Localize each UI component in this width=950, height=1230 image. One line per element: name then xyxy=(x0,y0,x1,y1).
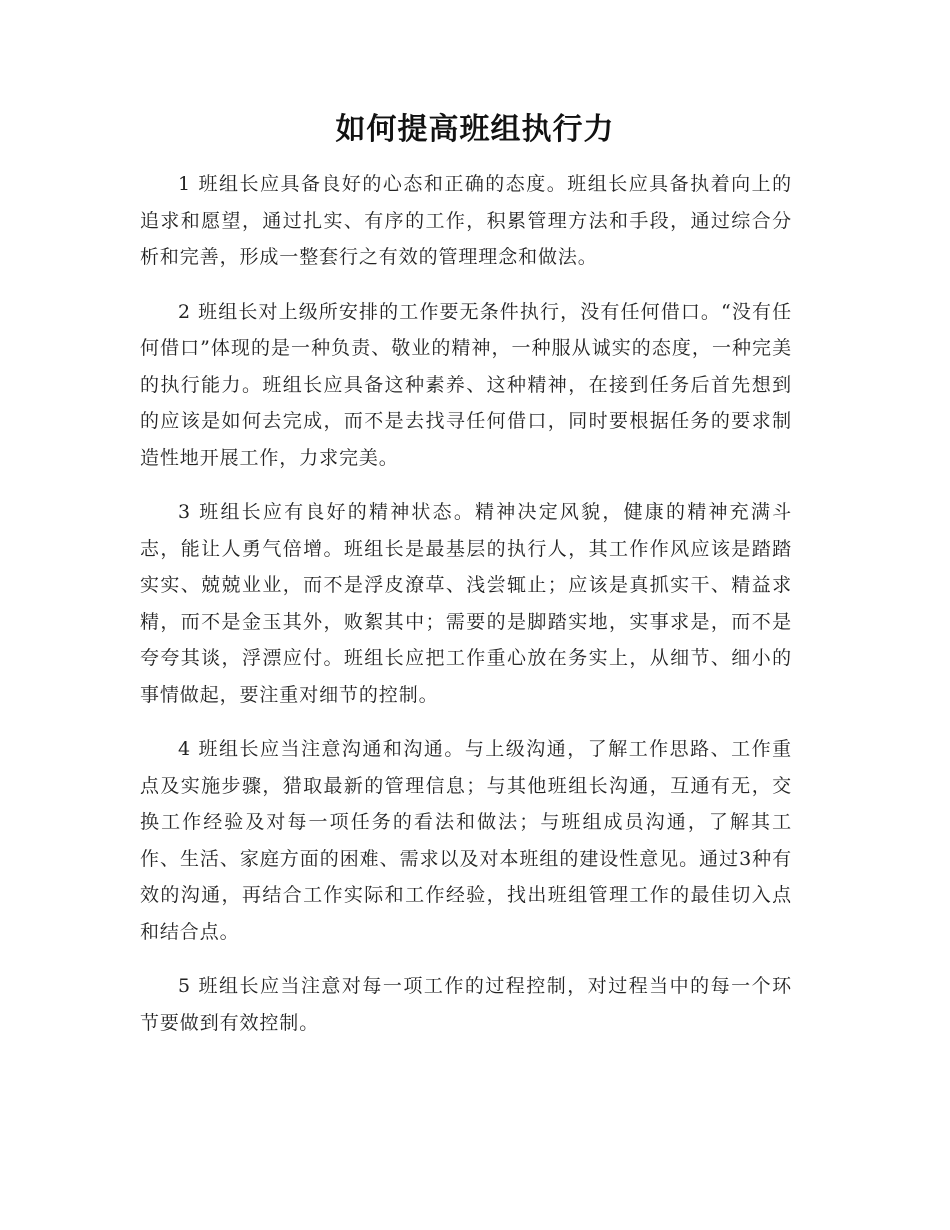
paragraph-3: 3 班组长应有良好的精神状态。精神决定风貌，健康的精神充满斗志，能让人勇气倍增。班组长是最基层的执行人，其工作作风应该是踏踏实实、兢兢业业，而不是浮皮潦草、浅尝辄止；应该是真抓实干、精益求精，而不是金玉其外，败絮其中；需要的是脚踏实地，实事求是，而不是夸夸其谈，浮漂应付。班组长应把工作重心放在务实上，从细节、细小的事情做起，要注重对细节的控制。 xyxy=(140,501,792,706)
document-body xyxy=(140,166,792,1059)
paragraph-4: 4 班组长应当注意沟通和沟通。与上级沟通，了解工作思路、工作重点及实施步骤，猎取最新的管理信息；与其他班组长沟通，互通有无，交换工作经验及对每一项任务的看法和做法；与班组成员沟通，了解其工作、生活、家庭方面的困难、需求以及对本班组的建设性意见。通过3种有效的沟通，再结合工作实际和工作经验，找出班组管理工作的最佳切入点和结合点。 xyxy=(140,738,792,943)
document-title: 如何提高班组执行力 xyxy=(335,112,615,147)
paragraph-2: 2 班组长对上级所安排的工作要无条件执行，没有任何借口。“没有任何借口”体现的是一种负责、敬业的精神，一种服从诚实的态度，一种完美的执行能力。班组长应具备这种素养、这种精神，在接到任务后首先想到的应该是如何去完成，而不是去找寻任何借口，同时要根据任务的要求制造性地开展工作，力求完美。 xyxy=(140,300,792,469)
paragraph-1: 1 班组长应具备良好的心态和正确的态度。班组长应具备执着向上的追求和愿望，通过扎实、有序的工作，积累管理方法和手段，通过综合分析和完善，形成一整套行之有效的管理理念和做法。 xyxy=(140,173,792,268)
paragraph-5: 5 班组长应当注意对每一项工作的过程控制，对过程当中的每一个环节要做到有效控制。 xyxy=(140,975,792,1034)
